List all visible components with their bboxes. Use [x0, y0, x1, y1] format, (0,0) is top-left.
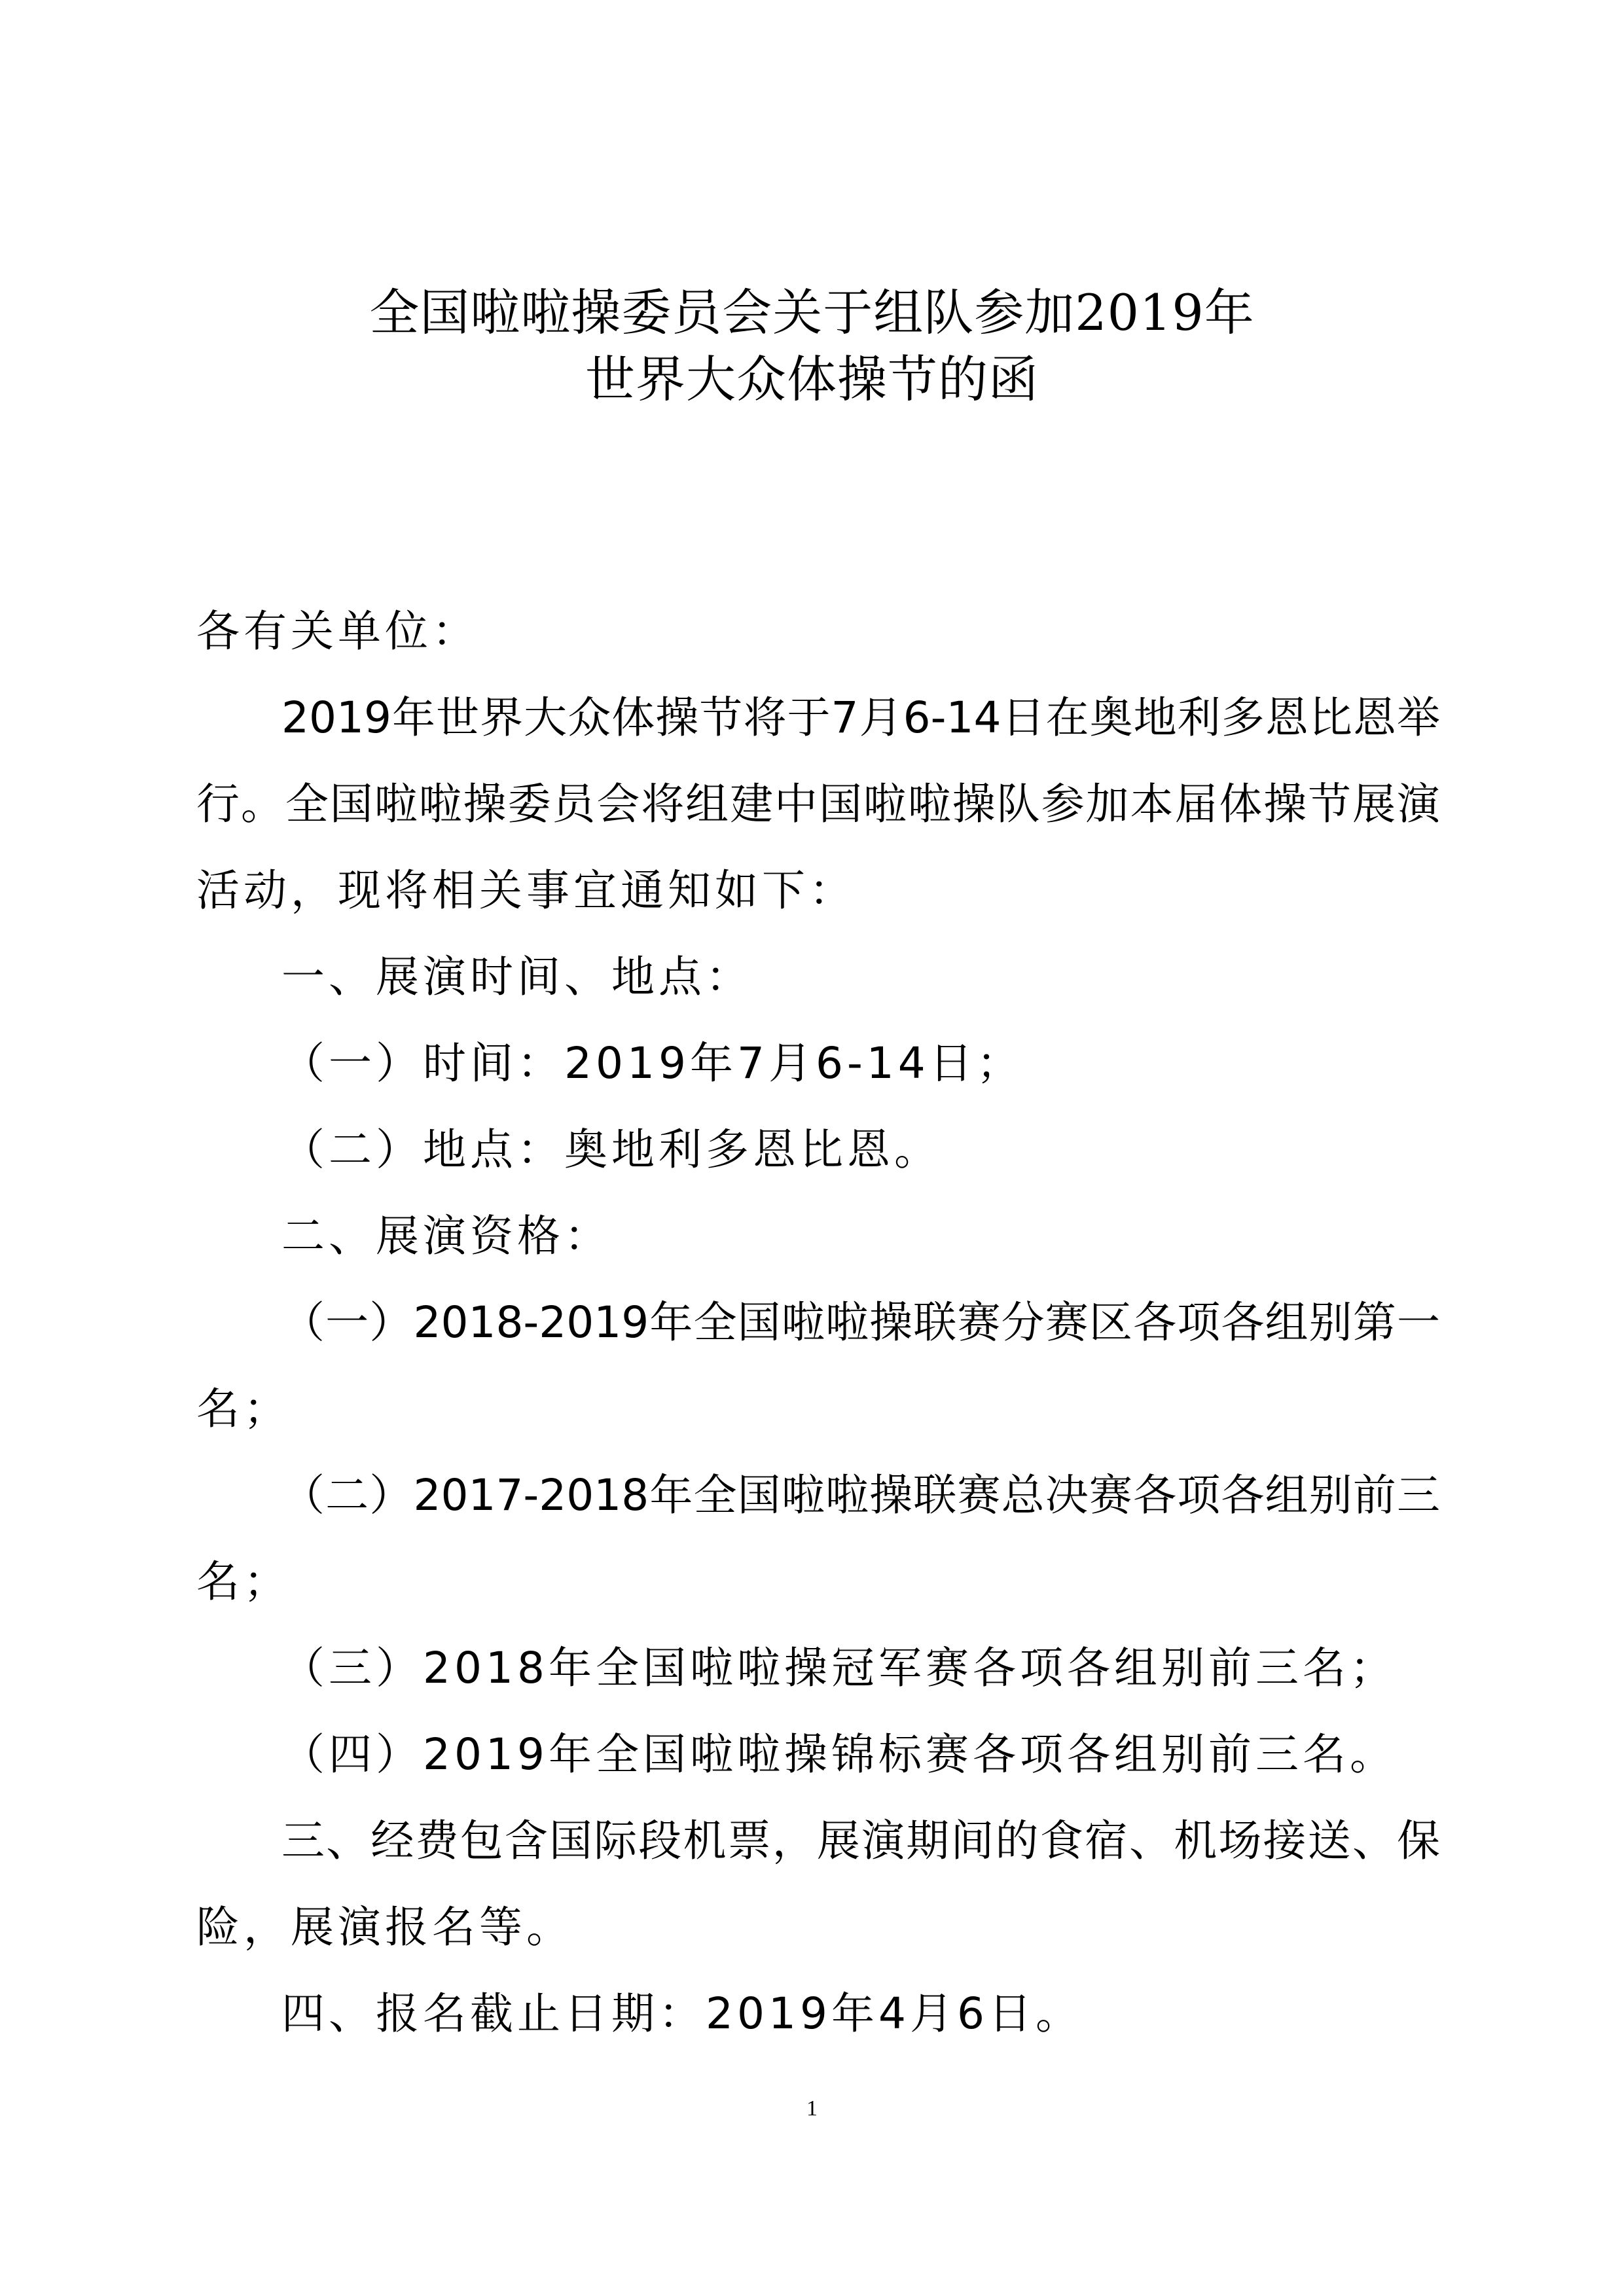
section-heading-2: 二、展演资格： [281, 1211, 611, 1261]
qualification-item-2: （二）2017-2018年全国啦啦操联赛总决赛各项各组别前三 [281, 1470, 1440, 1520]
qualification-item-1: （一）2018-2019年全国啦啦操联赛分赛区各项各组别第一 [281, 1297, 1440, 1348]
qualification-item-4: （四）2019年全国啦啦操锦标赛各项各组别前三名。 [281, 1729, 1397, 1780]
section-heading-3: 三、经费包含国际段机票，展演期间的食宿、机场接送、保 [281, 1816, 1440, 1866]
document-title-line-2: 世界大众体操节的函 [585, 350, 1039, 408]
page-number: 1 [806, 2096, 818, 2121]
qualification-item-3: （三）2018年全国啦啦操冠军赛各项各组别前三名； [281, 1643, 1397, 1693]
section-heading-1: 一、展演时间、地点： [281, 952, 753, 1002]
document-title-line-1: 全国啦啦操委员会关于组队参加2019年 [369, 283, 1255, 342]
section-heading-4: 四、报名截止日期：2019年4月6日。 [281, 1988, 1083, 2039]
body-line-3: 活动，现将相关事宜通知如下： [196, 865, 856, 916]
item-location: （二）地点：奥地利多恩比恩。 [281, 1124, 941, 1175]
section-3-cont: 险，展演报名等。 [196, 1902, 573, 1952]
body-line-1: 2019年世界大众体操节将于7月6-14日在奥地利多恩比恩举 [281, 692, 1440, 743]
qualification-item-1-cont: 名； [196, 1384, 291, 1434]
qualification-item-2-cont: 名； [196, 1556, 291, 1607]
salutation: 各有关单位： [196, 606, 479, 656]
item-time: （一）时间：2019年7月6-14日； [281, 1038, 1024, 1088]
body-line-2: 行。全国啦啦操委员会将组建中国啦啦操队参加本届体操节展演 [196, 779, 1440, 829]
